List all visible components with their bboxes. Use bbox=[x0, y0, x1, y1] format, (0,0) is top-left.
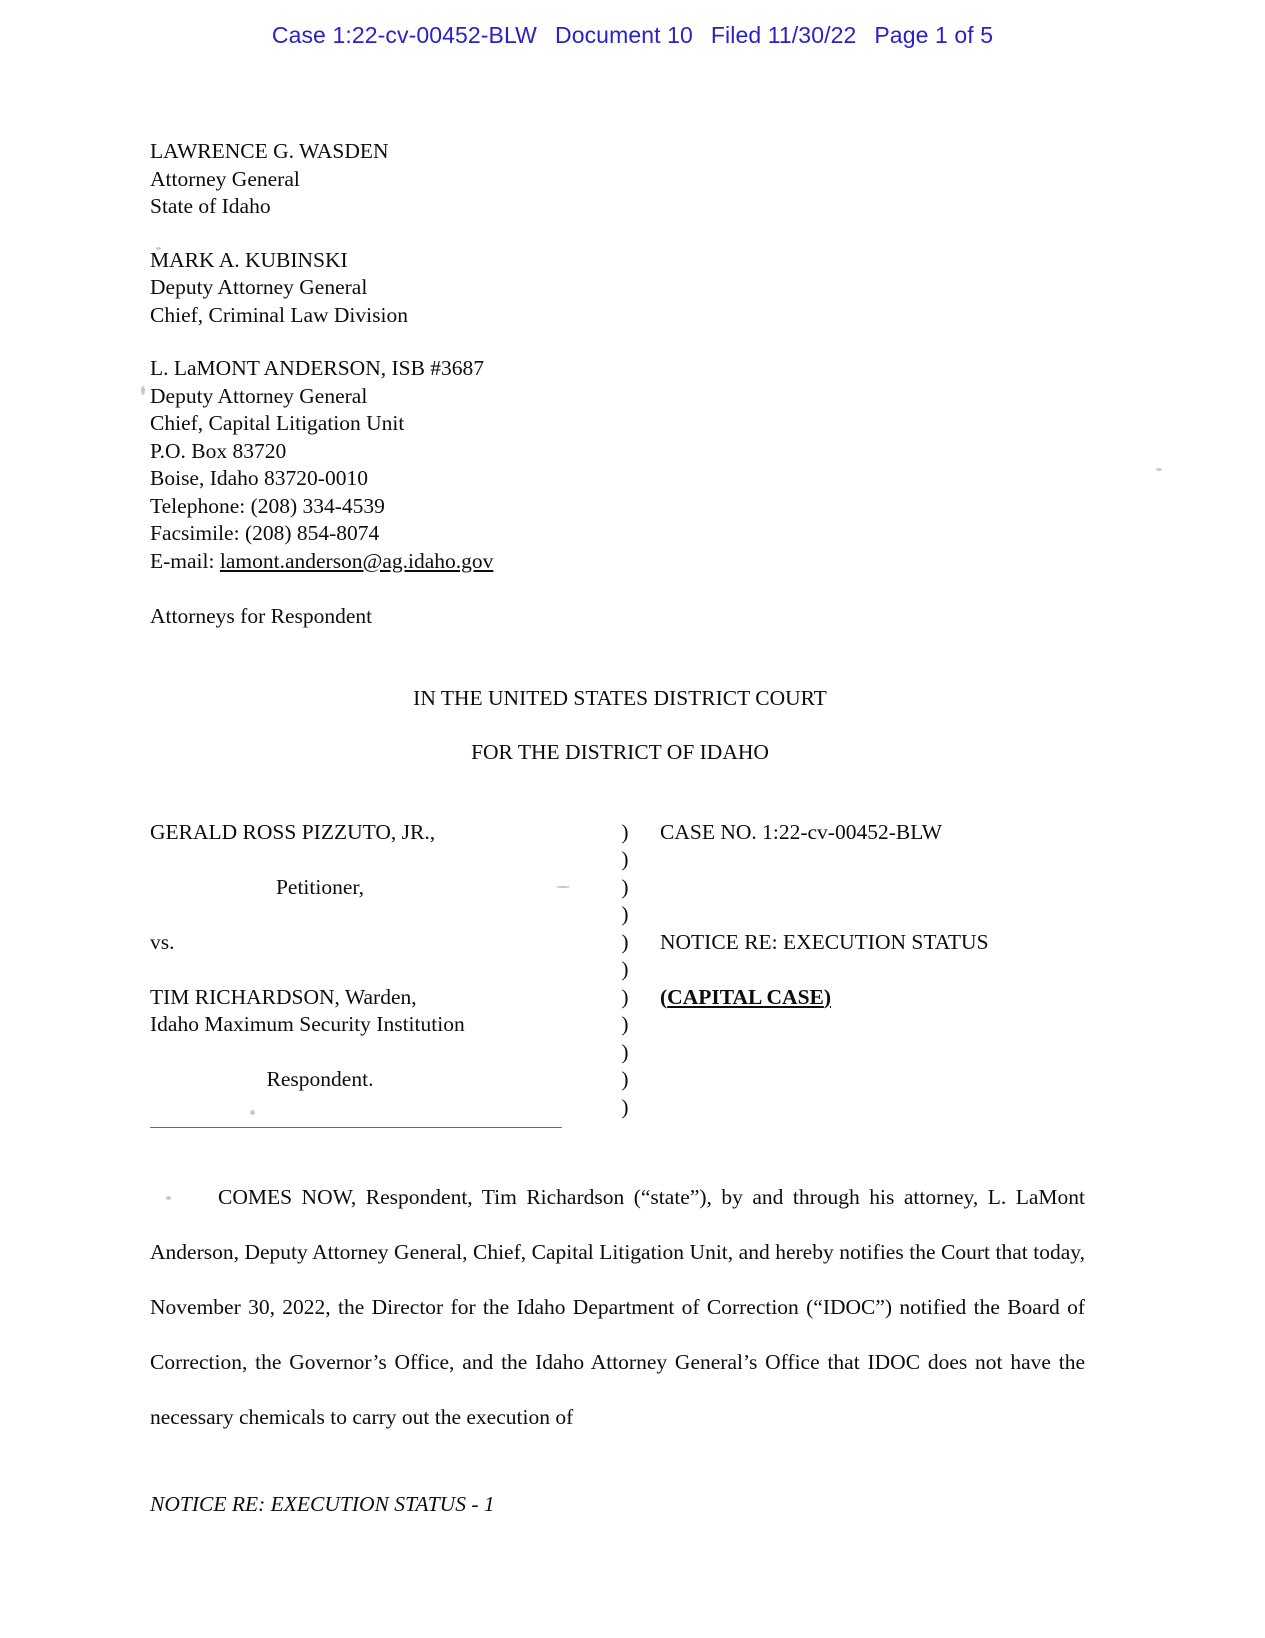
capital-case-open-paren: ( bbox=[660, 984, 668, 1009]
versus-label: vs. bbox=[150, 929, 175, 954]
caption-info-column bbox=[660, 819, 1090, 1119]
email-address-link[interactable]: lamont.anderson@ag.idaho.gov bbox=[219, 548, 494, 573]
scan-speck bbox=[141, 386, 145, 395]
document-content bbox=[150, 138, 1090, 1445]
attorneys-for-line: Attorneys for Respondent bbox=[150, 604, 373, 628]
body-paragraph: COMES NOW, Respondent, Tim Richardson (“state”), by and through his attorney, L. LaMont Anderson, Deputy Attorney General, Chief, Capital Litigation Unit, and hereby notifies the Court that today, November 30, 2022, the Director for the Idaho Department of Correction (“IDOC”) notified the Board of Correction, the Governor’s Office, and the Idaho Attorney General’s Office that IDOC does not have the necessary chemicals to carry out the execution of bbox=[150, 1185, 1085, 1429]
caption-paren-mark: ) bbox=[621, 1094, 629, 1119]
notice-title: NOTICE RE: EXECUTION STATUS bbox=[660, 929, 989, 954]
attorney-block-kubinski bbox=[150, 247, 1090, 330]
petitioner-role: Petitioner, bbox=[275, 874, 365, 899]
case-number: CASE NO. 1:22-cv-00452-BLW bbox=[660, 819, 943, 844]
attorney-telephone: Telephone: (208) 334-4539 bbox=[150, 493, 385, 518]
attorney-po-box: P.O. Box 83720 bbox=[150, 438, 287, 463]
caption-paren-mark: ) bbox=[621, 1039, 629, 1064]
ecf-page-number: Page 1 of 5 bbox=[874, 22, 994, 48]
caption-paren-mark: ) bbox=[621, 902, 629, 926]
caption-paren-mark: ) bbox=[621, 957, 629, 981]
caption-paren-mark: ) bbox=[621, 929, 629, 954]
attorney-line: MARK A. KUBINSKI bbox=[150, 247, 348, 272]
caption-paren-mark: ) bbox=[621, 819, 629, 844]
caption-paren-mark: ) bbox=[621, 984, 629, 1009]
attorney-line: Attorney General bbox=[150, 166, 300, 191]
caption-parties-column bbox=[150, 819, 590, 1119]
capital-case-label bbox=[660, 984, 1090, 1012]
attorney-line: Chief, Criminal Law Division bbox=[150, 302, 408, 327]
petitioner-name: GERALD ROSS PIZZUTO, JR., bbox=[150, 819, 436, 844]
scan-speck bbox=[1156, 468, 1162, 471]
caption-paren-column bbox=[590, 819, 660, 1122]
ecf-header-stamp bbox=[0, 22, 1265, 49]
attorney-email-line bbox=[150, 548, 1090, 576]
capital-case-text: CAPITAL CASE) bbox=[667, 984, 832, 1009]
respondent-name: TIM RICHARDSON, Warden, bbox=[150, 984, 417, 1009]
caption-paren-mark: ) bbox=[621, 1067, 629, 1091]
court-heading-line-1: IN THE UNITED STATES DISTRICT COURT bbox=[413, 685, 827, 710]
ecf-document-number: Document 10 bbox=[554, 22, 693, 48]
attorney-line: Deputy Attorney General bbox=[150, 383, 368, 408]
caption-divider-rule bbox=[150, 1127, 562, 1128]
attorney-block-wasden bbox=[150, 138, 1090, 221]
email-label: E-mail: bbox=[150, 548, 220, 573]
ecf-filed-date: Filed 11/30/22 bbox=[710, 22, 857, 48]
respondent-role: Respondent. bbox=[266, 1067, 374, 1091]
case-caption bbox=[150, 819, 1090, 1129]
attorney-line: State of Idaho bbox=[150, 194, 271, 218]
attorney-city-state-zip: Boise, Idaho 83720-0010 bbox=[150, 466, 368, 490]
attorney-facsimile: Facsimile: (208) 854-8074 bbox=[150, 521, 380, 545]
attorney-line: Deputy Attorney General bbox=[150, 275, 368, 299]
caption-paren-mark: ) bbox=[621, 874, 629, 899]
attorney-line: Chief, Capital Litigation Unit bbox=[150, 411, 405, 435]
court-heading-line-2: FOR THE DISTRICT OF IDAHO bbox=[471, 740, 769, 764]
court-heading bbox=[150, 685, 1090, 767]
ecf-case-number: Case 1:22-cv-00452-BLW bbox=[271, 22, 537, 48]
attorney-line: LAWRENCE G. WASDEN bbox=[150, 139, 389, 163]
caption-paren-mark: ) bbox=[621, 847, 629, 871]
attorney-block-anderson bbox=[150, 355, 1090, 575]
respondent-institution: Idaho Maximum Security Institution bbox=[150, 1012, 465, 1036]
page-footer: NOTICE RE: EXECUTION STATUS - 1 bbox=[150, 1492, 495, 1516]
attorney-line: L. LaMONT ANDERSON, ISB #3687 bbox=[150, 356, 485, 380]
caption-paren-mark: ) bbox=[621, 1012, 629, 1036]
